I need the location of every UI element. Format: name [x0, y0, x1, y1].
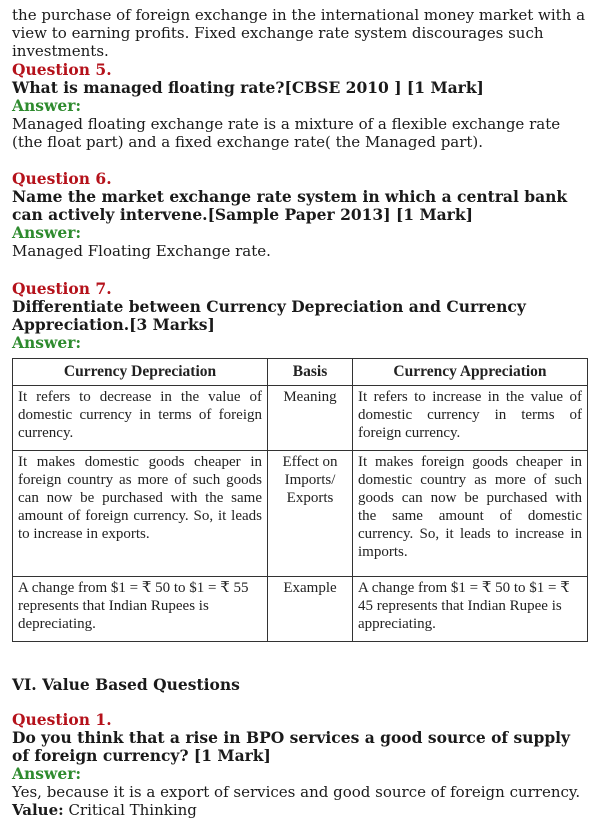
cell-depreciation-meaning: It refers to decrease in the value of domestic currency in terms of foreign currency. — [13, 386, 268, 451]
question-7-text: Differentiate between Currency Depreciation and Currency Appreciation.[3 Marks] — [12, 297, 526, 334]
question-5-block — [0, 61, 601, 151]
table-row — [13, 576, 588, 641]
table-row — [13, 451, 588, 576]
cell-basis-effect: Effect on Imports/ Exports — [268, 451, 353, 576]
section-heading: VI. Value Based Questions — [12, 675, 240, 694]
value-question-1-answer-label: Answer: — [12, 764, 82, 783]
cell-depreciation-example: A change from $1 = ₹ 50 to $1 = ₹ 55 represents that Indian Rupees is depreciating. — [13, 576, 268, 641]
intro-paragraph: the purchase of foreign exchange in the international money market with a view to earning profits. Fixed exchange rate system discourages such investments. — [12, 6, 586, 60]
question-6-text: Name the market exchange rate system in which a central bank can actively intervene.[Sample Paper 2013] [1 Mark] — [12, 187, 568, 224]
question-6-answer: Managed Floating Exchange rate. — [12, 242, 271, 260]
question-5-label: Question 5. — [12, 60, 112, 79]
question-7-answer-label: Answer: — [12, 333, 82, 352]
cell-appreciation-effect: It makes foreign goods cheaper in domestic country as more of such goods can now be purchased with the same amount of domestic currency. So, it leads to increase in imports. — [353, 451, 588, 576]
value-question-1-block — [0, 711, 601, 819]
question-7-block — [0, 280, 601, 352]
question-6-block — [0, 170, 601, 260]
value-label: Value: — [12, 801, 64, 819]
value-question-1-text: Do you think that a rise in BPO services a good source of supply of foreign currency? [1 Mark] — [12, 728, 571, 765]
question-6-label: Question 6. — [12, 169, 112, 188]
value-question-1-answer: Yes, because it is a export of services and good source of foreign currency. — [12, 783, 581, 801]
cell-appreciation-meaning: It refers to increase in the value of domestic currency in terms of foreign currency. — [353, 386, 588, 451]
value-line — [12, 801, 589, 819]
question-5-answer: Managed floating exchange rate is a mixture of a flexible exchange rate (the float part) and a fixed exchange rate( the Managed part). — [12, 115, 561, 151]
cell-depreciation-effect: It makes domestic goods cheaper in foreign country as more of such goods can now be purchased with the same amount of foreign currency. So, it leads to increase in exports. — [13, 451, 268, 576]
table-row — [13, 386, 588, 451]
cell-basis-example: Example — [268, 576, 353, 641]
question-6-answer-label: Answer: — [12, 223, 82, 242]
cell-basis-meaning: Meaning — [268, 386, 353, 451]
header-basis: Basis — [268, 359, 353, 386]
header-appreciation: Currency Appreciation — [353, 359, 588, 386]
comparison-table — [12, 358, 588, 642]
question-5-text: What is managed floating rate?[CBSE 2010 ] [1 Mark] — [12, 78, 484, 97]
cell-appreciation-example: A change from $1 = ₹ 50 to $1 = ₹ 45 represents that Indian Rupee is appreciating. — [353, 576, 588, 641]
value-question-1-label: Question 1. — [12, 710, 112, 729]
value-text: Critical Thinking — [68, 801, 197, 819]
table-header-row — [13, 359, 588, 386]
question-5-answer-label: Answer: — [12, 96, 82, 115]
header-depreciation: Currency Depreciation — [13, 359, 268, 386]
question-7-label: Question 7. — [12, 279, 112, 298]
value-based-section — [0, 676, 601, 694]
